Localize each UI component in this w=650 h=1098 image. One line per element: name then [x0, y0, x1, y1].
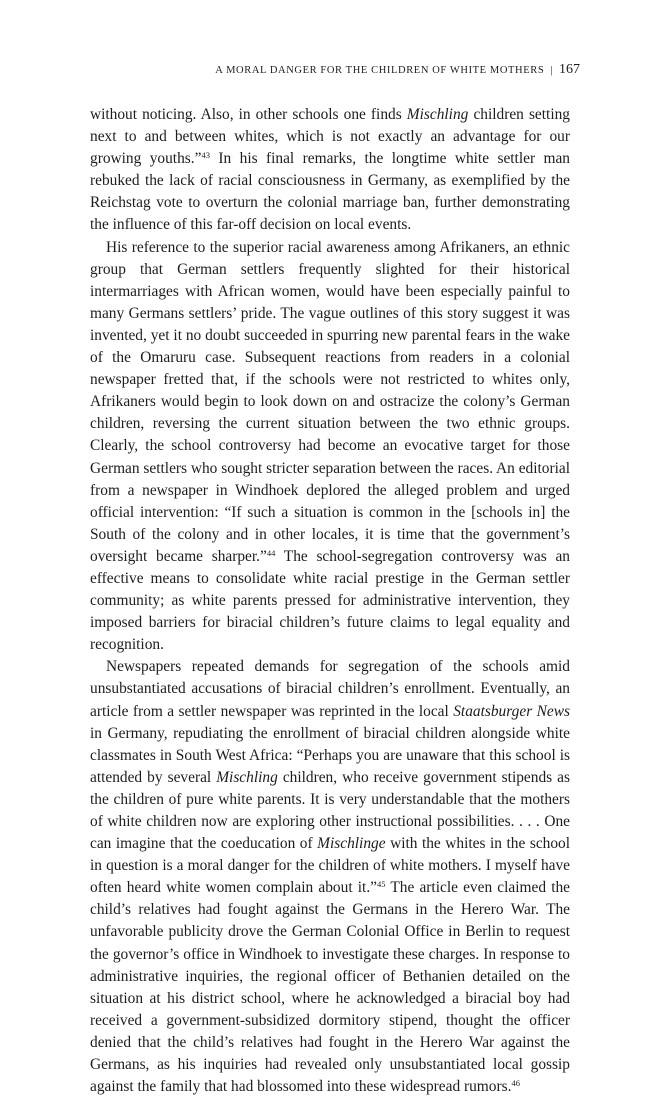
footnote-ref-44: 44 — [266, 547, 276, 558]
p1-text-3: In his final remarks, the longtime white settler man rebuked the lack of racial consciousness in Germany, as exemplified by the Reichstag vote to overturn the colonial marriage ban, further demonstrating the influence of this far-off decision on local events. — [90, 150, 570, 234]
paragraph-2 — [90, 237, 570, 657]
p1-text-2: children setting next to and between whites, which is not exactly an advantage for our growing youths.” — [90, 106, 570, 168]
p3-italic-mischling: Mischling — [216, 768, 278, 786]
header-separator: | — [550, 65, 553, 76]
paragraph-1 — [90, 104, 570, 237]
footnote-ref-45: 45 — [377, 879, 386, 890]
p1-text-1: without noticing. Also, in other schools one finds — [90, 106, 407, 123]
p2-text-2: The school-segregation controversy was an effective means to consolidate white racial prestige in the German settler community; as white parents pressed for administrative intervention, they imposed barriers for biracial children’s future claims to legal equality and recognition. — [90, 547, 570, 654]
p3-italic-newspaper: Staatsburger News — [453, 702, 570, 720]
p3-text-5: The article even claimed the child’s relatives had fought against the Germans in the Herero War. The unfavorable publicity drove the German Colonial Office in Berlin to request the governor’s office in Windhoek to investigate these charges. In response to administrative inquiries, the regional officer of Bethanien detailed on the situation at his district school, where he acknowledged a biracial boy had received a government-subsidized dormitory stipend, thought the officer denied that the child’s relatives had fought in the Herero War against the Germans, as his inquiries had revealed only unsubstantiated local gossip against the family that had blossomed into these widespread rumors. — [90, 879, 570, 1096]
p1-italic-mischling: Mischling — [406, 106, 469, 123]
page-number: 167 — [559, 62, 580, 77]
body-text — [90, 104, 570, 1098]
p3-text-4: with the whites in the school in question is a moral danger for the children of white mothers. I myself have often heard white women complain about it.” — [90, 835, 571, 897]
p2-text-1: His reference to the superior racial awareness among Afrikaners, an ethnic group that German settlers frequently slighted for their historical intermarriages with African women, would have been especially painful to many Germans settlers’ pride. The vague outlines of this story suggest it was invented, yet it no doubt succeeded in spurring new parental fears in the wake of the Omaruru case. Subsequent reactions from readers in a colonial newspaper fretted that, if the schools were not restricted to whites only, Afrikaners would begin to look down on and ostracize the colony’s German children, reversing the current situation between the two ethnic groups. Clearly, the school controversy had become an evocative target for those German settlers who sought stricter separation between the races. An editorial from a newspaper in Windhoek deplored the alleged problem and urged official intervention: “If such a situation is common in the [schools in] the South of the colony and in other locales, it is time that the government’s oversight became sharper.” — [90, 238, 570, 565]
paragraph-3 — [90, 656, 570, 1098]
p3-italic-mischlinge: Mischlinge — [317, 835, 386, 853]
footnote-ref-43: 43 — [201, 150, 210, 161]
running-title: A MORAL DANGER FOR THE CHILDREN OF WHITE MOTHERS — [215, 65, 545, 76]
p3-text-3: children, who receive government stipends as the children of pure white parents. It is very understandable that the mothers of white children now are exploring other instructional possibilities. . . . One can imagine that the coeducation of — [90, 768, 570, 853]
footnote-ref-46: 46 — [511, 1078, 520, 1089]
p3-text-1: Newspapers repeated demands for segregation of the schools amid unsubstantiated accusations of biracial children’s enrollment. Eventually, an article from a settler newspaper was reprinted in the local — [90, 658, 570, 720]
p3-text-2: in Germany, repudiating the enrollment of biracial children alongside white classmates in South West Africa: “Perhaps you are unaware that this school is attended by several — [90, 724, 570, 786]
running-head — [215, 62, 580, 78]
